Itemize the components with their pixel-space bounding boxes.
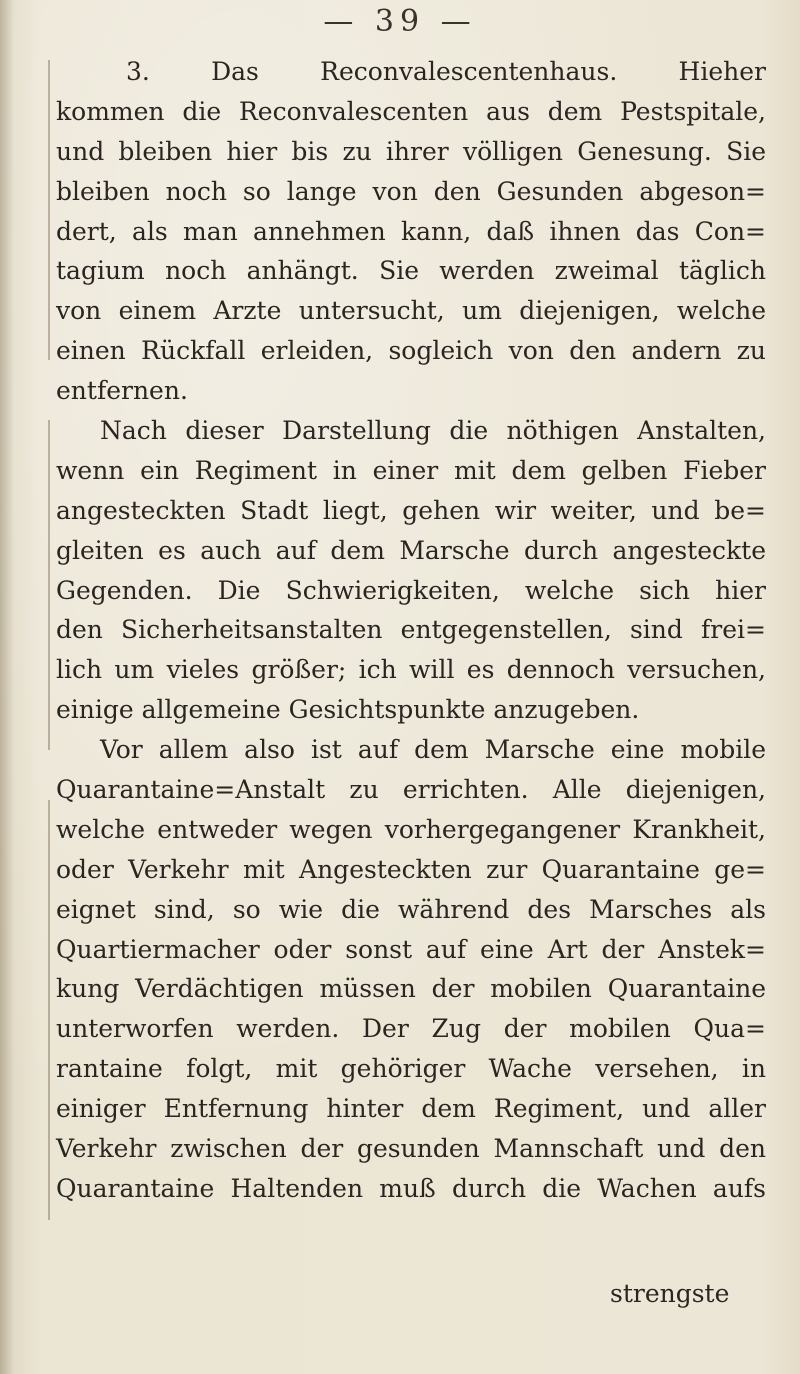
text-line: dert, als man annehmen kann, daß ihnen das Con= [56, 216, 766, 246]
body-text [56, 52, 766, 1209]
text-line-paragraph-end: entfernen. [56, 376, 188, 406]
text-line: bleiben noch so lange von den Gesunden abgeson= [56, 176, 766, 206]
margin-line [48, 60, 50, 360]
catchword: strengste [610, 1279, 730, 1308]
text-line-section-heading: 3. Das Reconvalescentenhaus. Hieher [126, 57, 766, 86]
text-line-paragraph-start: Nach dieser Darstellung die nöthigen Anstalten, [100, 416, 766, 446]
text-line: Verkehr zwischen der gesunden Mannschaft und den [56, 1134, 766, 1164]
text-line: Gegenden. Die Schwierigkeiten, welche sich hier [56, 575, 766, 605]
text-line: tagium noch anhängt. Sie werden zweimal täglich [56, 256, 766, 286]
text-line: welche entweder wegen vorhergegangener Krankheit, [56, 814, 766, 844]
text-line: oder Verkehr mit Angesteckten zur Quarantaine ge= [56, 854, 766, 884]
page-gutter-shadow [0, 0, 14, 1374]
text-line-paragraph-end: einige allgemeine Gesichtspunkte anzugeben. [56, 695, 640, 725]
page-number: — 39 — [323, 4, 477, 39]
text-line: rantaine folgt, mit gehöriger Wache versehen, in [56, 1054, 766, 1084]
text-line: kung Verdächtigen müssen der mobilen Quarantaine [56, 974, 766, 1004]
text-line: eignet sind, so wie die während des Marsches als [56, 894, 766, 924]
margin-line [48, 800, 50, 1220]
text-line: kommen die Reconvalescenten aus dem Pestspitale, [56, 96, 766, 126]
text-line: Quarantaine=Anstalt zu errichten. Alle diejenigen, [56, 775, 766, 805]
text-line: von einem Arzte untersucht, um diejenigen, welche [56, 296, 766, 326]
text-line: einen Rückfall erleiden, sogleich von den andern zu [56, 336, 766, 366]
text-line: Quartiermacher oder sonst auf eine Art der Anstek= [56, 934, 766, 964]
text-line: Quarantaine Haltenden muß durch die Wachen aufs [56, 1173, 766, 1203]
text-line: den Sicherheitsanstalten entgegenstellen, sind frei= [56, 615, 766, 645]
text-line: angesteckten Stadt liegt, gehen wir weiter, und be= [56, 495, 766, 525]
text-line: wenn ein Regiment in einer mit dem gelben Fieber [56, 455, 766, 485]
text-line: lich um vieles größer; ich will es dennoch versuchen, [56, 655, 766, 685]
text-line-paragraph-start: Vor allem also ist auf dem Marsche eine mobile [100, 735, 766, 765]
text-line: einiger Entfernung hinter dem Regiment, und aller [56, 1094, 766, 1124]
text-line: unterworfen werden. Der Zug der mobilen Qua= [56, 1014, 766, 1044]
margin-line [48, 420, 50, 750]
text-line: gleiten es auch auf dem Marsche durch angesteckte [56, 535, 766, 565]
text-line: und bleiben hier bis zu ihrer völligen Genesung. Sie [56, 136, 766, 166]
